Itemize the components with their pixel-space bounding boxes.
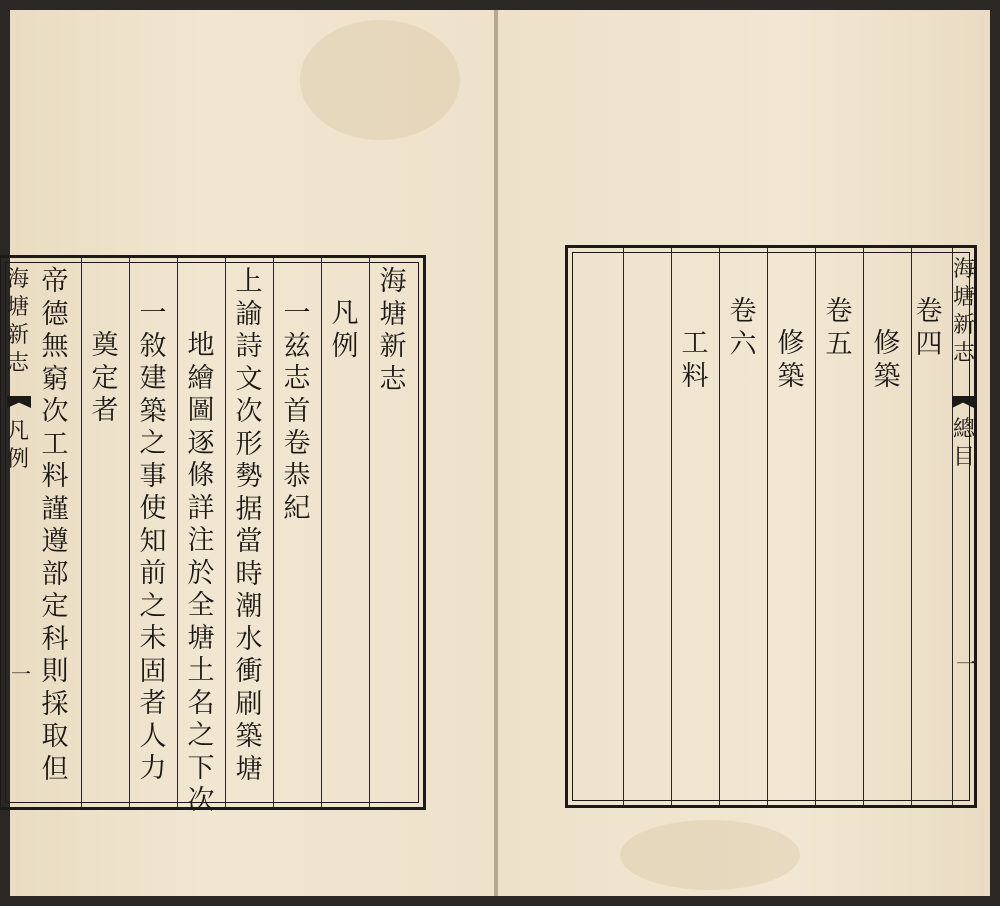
right-column-vol6: 卷 六 [729,296,757,360]
left-column-6: 帝 德 無 窮 次 工 料 謹 遵 部 定 科 則 採 取 但 [41,266,69,785]
paper-stain [300,20,460,140]
book-gutter [494,10,498,896]
left-title-column: 海 塘 新 志 [379,266,407,395]
right-column-vol4: 卷 四 [915,296,943,360]
left-folio-number: 一 [11,662,31,686]
left-side-title: 海 塘 新 志 [6,267,29,376]
left-column-1: 一 兹 志 首 卷 恭 紀 [283,298,311,524]
right-column-work-materials: 工 料 [681,328,709,392]
left-column-3: 地 繪 圖 逐 條 詳 注 於 全 塘 土 名 之 下 次 [187,330,215,816]
right-column-build5: 修 築 [777,328,805,392]
right-column-build4: 修 築 [873,328,901,392]
right-side-title: 海 塘 新 志 [953,257,976,366]
right-column-vol5: 卷 五 [825,296,853,360]
right-side-section: 總 目 [953,417,976,470]
right-text-block [565,245,977,808]
left-column-4: 一 敘 建 築 之 事 使 知 前 之 未 固 者 人 力 [139,298,167,784]
left-column-2: 上 諭 詩 文 次 形 勢 据 當 時 潮 水 衝 刷 築 塘 [235,266,263,785]
left-heading-column: 凡 例 [331,298,359,362]
paper-stain [620,820,800,890]
left-side-section: 凡 例 [6,419,29,472]
left-column-5: 奠 定 者 [91,330,119,426]
left-text-block [0,255,426,816]
right-folio-number: 一 [956,652,976,676]
